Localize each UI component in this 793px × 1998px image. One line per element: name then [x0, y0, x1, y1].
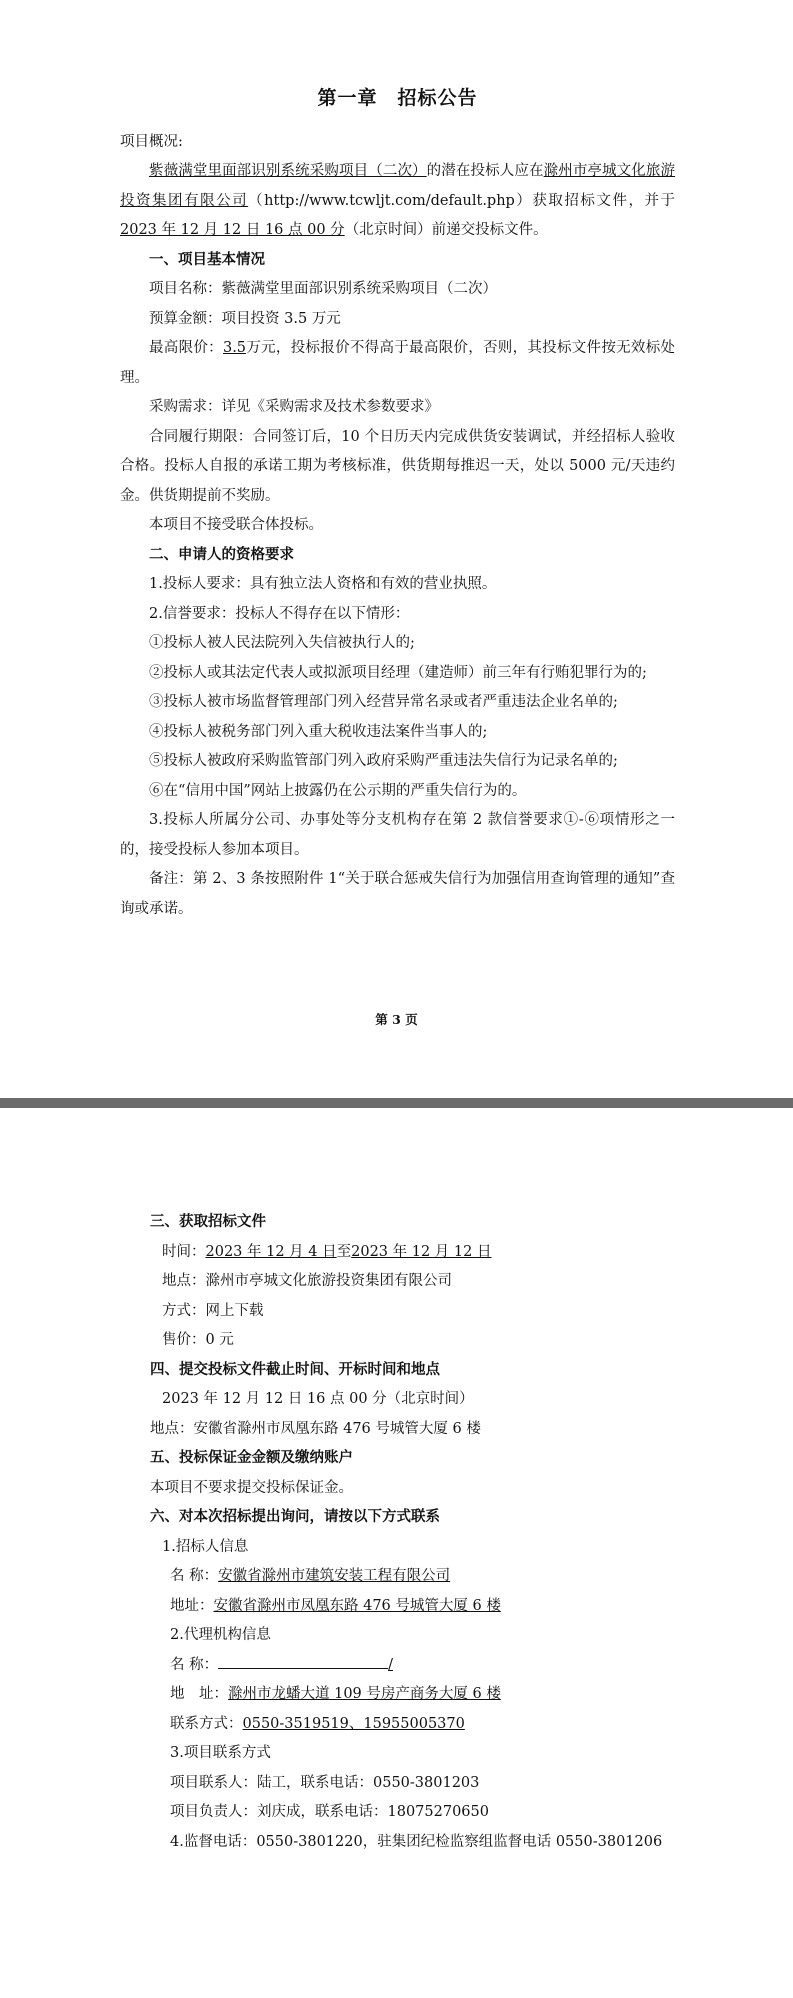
agency-addr: 滁州市龙蟠大道 109 号房产商务大厦 6 楼 — [228, 1686, 501, 1702]
page-content — [120, 0, 675, 924]
section-2-heading: 二、申请人的资格要求 — [149, 546, 294, 563]
condition-6: ⑥在“信用中国”网站上披露仍在公示期的严重失信行为的。 — [149, 782, 527, 799]
agency-name-blank — [218, 1652, 388, 1669]
overview-paragraph — [120, 157, 675, 246]
page-content-2 — [150, 1208, 690, 1857]
overview-text-3: （北京时间）前递交投标文件。 — [344, 222, 548, 238]
overview-text-2: （http://www.tcwljt.com/default.php）获取招标文件，并于 — [248, 192, 676, 209]
price-line: 售价：0 元 — [162, 1332, 234, 1348]
time-mid: 至 — [336, 1243, 352, 1260]
requirement-2: 2.信誉要求：投标人不得存在以下情形： — [149, 605, 410, 622]
requirement-1: 1.投标人要求：具有独立法人资格和有效的营业执照。 — [149, 576, 497, 592]
contact-person-line: 项目联系人：陆工，联系电话：0550-3801203 — [170, 1774, 480, 1791]
requirement-3: 3.投标人所属分公司、办事处等分支机构存在第 2 款信誉要求①-⑥项情形之一的，接受投标人参加本项目。 — [120, 812, 675, 858]
deposit-line: 本项目不要求提交投标保证金。 — [150, 1479, 353, 1496]
tenderer-addr-label: 地址： — [170, 1597, 214, 1614]
section-4-heading: 四、提交投标文件截止时间、开标时间和地点 — [150, 1361, 440, 1378]
tenderer-name-label: 名 称： — [170, 1568, 219, 1584]
budget-line: 预算金额：项目投资 3.5 万元 — [149, 310, 341, 327]
section-3-heading: 三、获取招标文件 — [150, 1214, 266, 1230]
section-1-heading: 一、项目基本情况 — [149, 251, 265, 268]
leader-line: 项目负责人：刘庆成，联系电话：18075270650 — [170, 1804, 489, 1820]
page-separator — [0, 1098, 793, 1108]
page-number: 第 3 页 — [375, 1012, 418, 1027]
condition-2: ②投标人或其法定代表人或拟派项目经理（建造师）前三年有行贿犯罪行为的; — [149, 664, 647, 681]
max-price-value: 3.5 — [222, 340, 247, 356]
agency-addr-label: 地 址： — [170, 1686, 228, 1702]
agency-addr-line — [150, 1680, 690, 1710]
project-name-line: 项目名称：紫薇满堂里面部识别系统采购项目（二次） — [149, 281, 497, 297]
time-line — [150, 1238, 690, 1268]
document-page-4 — [0, 1108, 793, 1998]
tenderer-addr-line — [150, 1592, 690, 1622]
tenderer-addr: 安徽省滁州市凤凰东路 476 号城管大厦 6 楼 — [213, 1597, 501, 1614]
time-start: 2023 年 12 月 4 日 — [205, 1243, 337, 1260]
method-line: 方式：网上下载 — [162, 1302, 264, 1319]
overview-text-1: 的潜在投标人应在 — [426, 163, 544, 179]
section-6-heading: 六、对本次招标提出询问，请按以下方式联系 — [150, 1509, 440, 1525]
demand-line: 采购需求：详见《采购需求及技术参数要求》 — [149, 399, 439, 415]
tender-org: 滁州市亭城文化旅游投资集团有限公司 — [120, 163, 676, 209]
submit-place: 地点：安徽省滁州市凤凰东路 476 号城管大厦 6 楼 — [150, 1420, 481, 1437]
agency-label: 2.代理机构信息 — [170, 1627, 271, 1643]
section-5-heading: 五、投标保证金金额及缴纳账户 — [150, 1450, 353, 1466]
agency-contact: 0550-3519519、15955005370 — [242, 1715, 465, 1732]
contract-line: 合同履行期限：合同签订后，10 个日历天内完成供货安装调试，并经招标人验收合格。投标人自报的承诺工期为考核标准，供货期每推迟一天，处以 5000 元/天违约金。供货期提前不奖励。 — [120, 428, 675, 504]
time-label: 时间： — [162, 1243, 206, 1260]
max-price-label: 最高限价： — [149, 340, 223, 356]
supervision-line: 4.监督电话：0550-3801220，驻集团纪检监察组监督电话 0550-3801206 — [170, 1833, 663, 1850]
time-end: 2023 年 12 月 12 日 — [351, 1243, 492, 1260]
condition-5: ⑤投标人被政府采购监管部门列入政府采购严重违法失信行为记录名单的; — [149, 753, 618, 769]
agency-name-line — [150, 1651, 690, 1681]
note-line: 备注：第 2、3 条按照附件 1“关于联合惩戒失信行为加强信用查询管理的通知”查询或承诺。 — [120, 871, 675, 917]
project-name: 紫薇满堂里面部识别系统采购项目（二次） — [149, 163, 427, 179]
agency-name: / — [388, 1656, 393, 1673]
condition-1: ①投标人被人民法院列入失信被执行人的; — [149, 635, 415, 651]
deadline: 2023 年 12 月 12 日 16 点 00 分 — [120, 222, 345, 238]
tenderer-name: 安徽省滁州市建筑安装工程有限公司 — [218, 1568, 451, 1584]
condition-4: ④投标人被税务部门列入重大税收违法案件当事人的; — [149, 723, 488, 740]
no-consortium-line: 本项目不接受联合体投标。 — [149, 517, 323, 533]
tenderer-label: 1.招标人信息 — [162, 1538, 249, 1555]
max-price-text: 万元，投标报价不得高于最高限价，否则，其投标文件按无效标处理。 — [120, 340, 676, 386]
agency-contact-label: 联系方式： — [170, 1715, 243, 1732]
submit-time: 2023 年 12 月 12 日 16 点 00 分（北京时间） — [162, 1391, 474, 1407]
tenderer-name-line — [150, 1562, 690, 1592]
place-line: 地点：滁州市亭城文化旅游投资集团有限公司 — [162, 1273, 452, 1289]
condition-3: ③投标人被市场监督管理部门列入经营异常名录或者严重违法企业名单的; — [149, 694, 618, 710]
overview-label: 项目概况: — [120, 133, 183, 150]
agency-contact-line — [150, 1710, 690, 1740]
agency-name-label: 名 称： — [170, 1656, 219, 1673]
project-contact-label: 3.项目联系方式 — [170, 1745, 271, 1761]
chapter-title: 第一章 招标公告 — [317, 87, 478, 109]
max-price-line — [120, 334, 675, 393]
